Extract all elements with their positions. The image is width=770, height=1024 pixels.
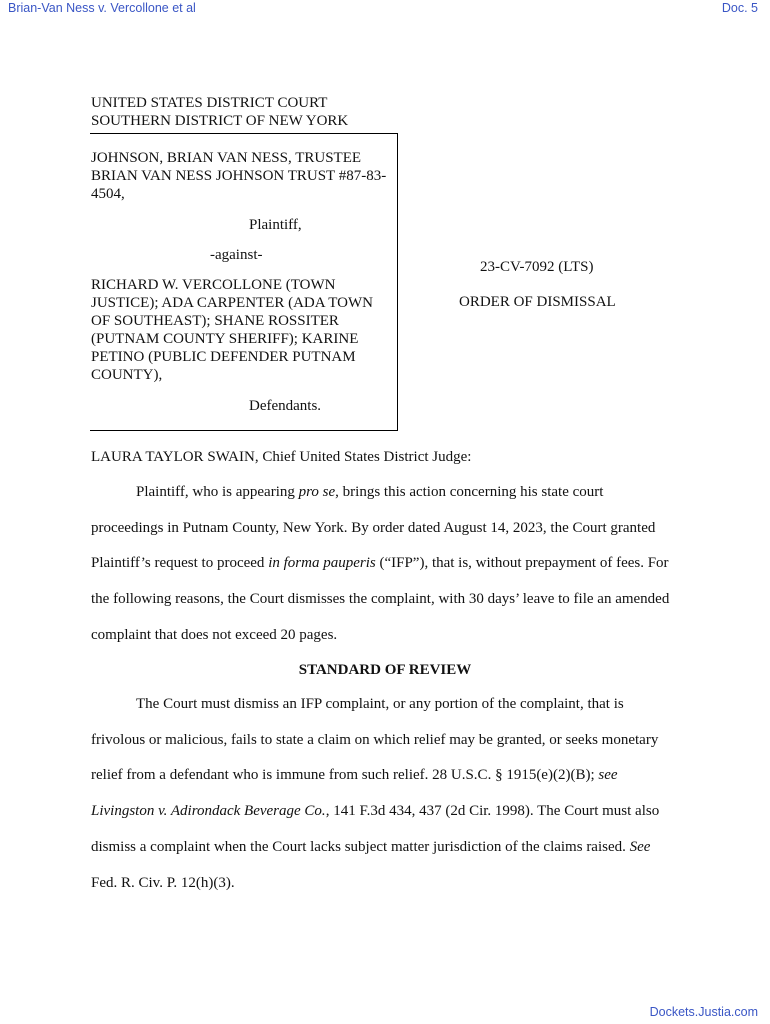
standard-italic: See [629,839,651,855]
judge-line: LAURA TAYLOR SWAIN, Chief United States District Judge: [91,449,472,465]
defendant-line: OF SOUTHEAST); SHANE ROSSITER [91,313,339,329]
standard-italic: Livingston v. Adirondack Beverage Co. [91,803,326,819]
standard-line [91,803,659,820]
standard-line [91,839,650,856]
court-name [91,94,348,130]
plaintiff-line: 4504, [91,186,125,202]
intro-text: (“IFP”), that is, without prepayment of fees. For [375,555,669,571]
court-name-line1: UNITED STATES DISTRICT COURT [91,95,328,111]
intro-line: the following reasons, the Court dismisses the complaint, with 30 days’ leave to file an amended [91,591,670,607]
standard-line: The Court must dismiss an IFP complaint, or any portion of the complaint, that is [136,696,624,712]
defendant-line: COUNTY), [91,367,163,383]
intro-text: Plaintiff, who is appearing [136,484,299,500]
plaintiff-name [91,149,386,203]
intro-line: proceedings in Putnam County, New York. By order dated August 14, 2023, the Court granted [91,520,656,536]
intro-italic: in forma pauperis [268,555,376,571]
doc-number-link[interactable]: Doc. 5 [721,1,758,15]
intro-line: complaint that does not exceed 20 pages. [91,627,338,643]
plaintiff-label: Plaintiff, [249,217,302,233]
defendants-names [91,276,373,384]
intro-line [91,555,669,572]
defendants-label: Defendants. [249,398,322,414]
case-title-link[interactable]: Brian-Van Ness v. Vercollone et al [8,1,196,15]
intro-line [136,484,603,501]
standard-line [91,767,618,784]
defendant-line: PETINO (PUBLIC DEFENDER PUTNAM [91,349,356,365]
standard-italic: see [598,767,618,783]
standard-line: frivolous or malicious, fails to state a claim on which relief may be granted, or seeks monetary [91,732,659,748]
order-title: ORDER OF DISMISSAL [459,294,616,310]
caption-bottom-rule [90,430,398,431]
plaintiff-line: JOHNSON, BRIAN VAN NESS, TRUSTEE [91,150,362,166]
caption-top-rule [90,133,398,134]
standard-text: relief from a defendant who is immune from such relief. 28 U.S.C. § 1915(e)(2)(B); [91,767,599,783]
standard-text: dismiss a complaint when the Court lacks subject matter jurisdiction of the claims raised. [91,839,630,855]
court-name-line2: SOUTHERN DISTRICT OF NEW YORK [91,113,349,129]
justia-footer-link[interactable]: Dockets.Justia.com [649,1005,758,1019]
intro-text: , brings this action concerning his state court [335,484,604,500]
standard-text: , 141 F.3d 434, 437 (2d Cir. 1998). The Court must also [325,803,660,819]
defendant-line: RICHARD W. VERCOLLONE (TOWN [91,277,336,293]
caption-right-rule [397,133,398,431]
intro-text: Plaintiff’s request to proceed [91,555,269,571]
case-number: 23-CV-7092 (LTS) [480,259,594,275]
against-label: -against- [210,247,263,263]
defendant-line: (PUTNAM COUNTY SHERIFF); KARINE [91,331,359,347]
plaintiff-line: BRIAN VAN NESS JOHNSON TRUST #87-83- [91,168,387,184]
defendant-line: JUSTICE); ADA CARPENTER (ADA TOWN [91,295,373,311]
intro-italic: pro se [298,484,336,500]
standard-line: Fed. R. Civ. P. 12(h)(3). [91,875,235,891]
standard-of-review-heading: STANDARD OF REVIEW [298,662,472,678]
